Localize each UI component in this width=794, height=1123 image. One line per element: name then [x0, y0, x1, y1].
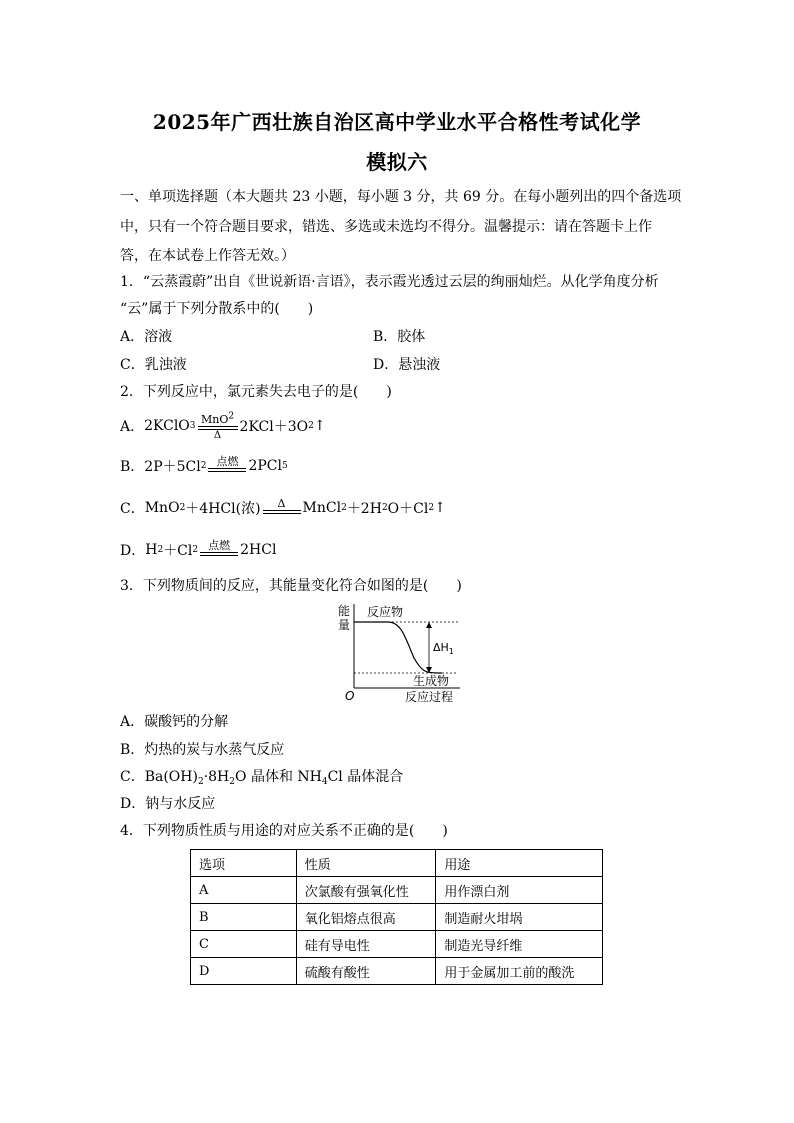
table-header-cell: 用途: [436, 850, 603, 877]
y-axis-label-2: 量: [338, 618, 351, 632]
q3-c-part1: C．Ba(OH): [120, 769, 198, 785]
q2-c-reactant: MnO: [144, 500, 180, 516]
q1-option-b: B．胶体: [373, 329, 426, 345]
q2-a-condition: [198, 410, 238, 442]
table-cell: 制造耐火坩埚: [436, 904, 603, 931]
table-row: [191, 904, 603, 931]
q2-b-condition: [208, 455, 246, 472]
table-cell: 氧化铝熔点很高: [296, 904, 436, 931]
q4-stem: 4．下列物质性质与用途的对应关系不正确的是( ): [120, 823, 448, 839]
q3-option-d: D．钠与水反应: [120, 796, 216, 812]
table-cell: 用作漂白剂: [436, 877, 603, 904]
energy-diagram: [330, 600, 470, 710]
q2-a-heat: Δ: [213, 429, 222, 441]
q2-d-ignite: 点燃: [208, 538, 231, 552]
q3-c-sub1: 2: [197, 777, 204, 787]
table-row: [191, 958, 603, 985]
q2-b-product: 2PCl: [248, 458, 282, 474]
q2-a-reactant: 2KClO: [144, 418, 190, 434]
q3-c-sub3: 4: [321, 777, 328, 787]
exam-title-line1: 2025年广西壮族自治区高中学业水平合格性考试化学: [152, 110, 642, 134]
section-instructions-line2: 中，只有一个符合题目要求，错选、多选或未选均不得分。温馨提示：请在答题卡上作: [120, 219, 652, 235]
q2-option-c: C． MnO 2 ＋4HCl(浓) Δ MnCl 2 ＋2H 2 O＋Cl 2 ↑: [120, 496, 446, 517]
q1-stem-line2: “云”属于下列分散系中的( ): [120, 301, 314, 317]
table-cell: D: [191, 958, 297, 985]
q2-d-product: 2HCl: [240, 542, 277, 558]
q2-a-product: 2KCl＋3O: [239, 419, 309, 435]
q2-c-product-3: O＋Cl: [387, 501, 429, 517]
q2-d-reactant: H: [145, 542, 158, 558]
q3-c-part3: O 晶体和 NH: [235, 769, 322, 785]
q2-c-label: C．: [120, 501, 145, 517]
q2-option-d: D． H 2 ＋Cl 2 点燃 2HCl: [120, 538, 277, 559]
table-cell: 硅有导电性: [296, 931, 436, 958]
q2-c-condition: [263, 497, 301, 514]
table-header-row: [191, 850, 603, 877]
q3-option-b: B．灼热的炭与水蒸气反应: [120, 742, 285, 758]
q2-d-condition: [200, 539, 238, 556]
q2-d-label: D．: [120, 543, 146, 559]
table-cell: 次氯酸有强氧化性: [296, 877, 436, 904]
q1-option-d: D．悬浊液: [373, 357, 441, 373]
q3-c-part2: ·8H: [203, 769, 230, 785]
q1-stem-line1: 1．“云蒸霞蔚”出自《世说新语·言语》，表示霞光透过云层的绚丽灿烂。从化学角度分析: [120, 274, 659, 290]
table-cell: B: [191, 904, 297, 931]
product-label: 生成物: [413, 674, 450, 688]
delta-h-arrowhead-up: [426, 622, 432, 628]
q2-c-gas-arrow: ↑: [434, 500, 446, 516]
table-row: [191, 877, 603, 904]
table-cell: A: [191, 877, 297, 904]
q2-option-b: B． 2P＋5Cl 2 点燃 2PCl 5: [120, 454, 288, 475]
table-header-cell: 选项: [191, 850, 297, 877]
origin-label: O: [345, 689, 355, 703]
q2-stem: 2．下列反应中，氯元素失去电子的是( ): [120, 384, 392, 400]
q3-stem: 3．下列物质间的反应，其能量变化符合如图的是( ): [120, 578, 462, 594]
y-axis-label-1: 能: [338, 604, 351, 618]
q2-a-label: A．: [120, 419, 145, 435]
reactant-label: 反应物: [367, 605, 404, 619]
q1-option-a: A．溶液: [120, 329, 173, 345]
q4-table: [190, 849, 603, 985]
section-instructions-line3: 答，在本试卷上作答无效。）: [120, 248, 295, 264]
table-cell: 用于金属加工前的酸洗: [436, 958, 603, 985]
table-cell: C: [191, 931, 297, 958]
q3-option-a: A．碳酸钙的分解: [120, 714, 229, 730]
q2-c-reactant-2: ＋4HCl(浓): [185, 501, 261, 517]
q2-d-reactant-2: ＋Cl: [163, 543, 193, 559]
table-row: [191, 931, 603, 958]
q2-a-gas-arrow: ↑: [313, 418, 326, 434]
q2-c-product: MnCl: [302, 500, 342, 516]
q3-c-part4: Cl 晶体混合: [327, 769, 404, 785]
table-header-cell: 性质: [296, 850, 436, 877]
q2-a-catalyst: MnO: [200, 412, 229, 426]
table-cell: 硫酸有酸性: [296, 958, 436, 985]
q2-b-reactant: 2P＋5Cl: [144, 459, 201, 475]
q2-option-a: A． 2KClO 3 MnO$^2$ Δ 2KCl＋3O 2 ↑: [120, 410, 326, 441]
q3-c-sub2: 2: [229, 777, 236, 787]
q2-b-ignite: 点燃: [216, 454, 239, 468]
exam-title-line2: 模拟六: [366, 150, 428, 174]
q1-option-c: C．乳浊液: [120, 357, 187, 373]
q2-c-product-2: ＋2H: [346, 501, 382, 517]
q3-option-c: [120, 768, 403, 786]
x-axis-label: 反应过程: [405, 690, 454, 704]
q2-a-catalyst-sup: 2: [228, 410, 235, 421]
section-instructions-line1: 一、单项选择题（本大题共 23 小题，每小题 3 分，共 69 分。在每小题列出的四个备选项: [120, 189, 682, 205]
delta-h-label: $\Delta H_1$: [433, 641, 454, 656]
q2-b-label: B．: [120, 459, 145, 475]
q2-c-heat: Δ: [277, 496, 286, 510]
table-cell: 制造光导纤维: [436, 931, 603, 958]
